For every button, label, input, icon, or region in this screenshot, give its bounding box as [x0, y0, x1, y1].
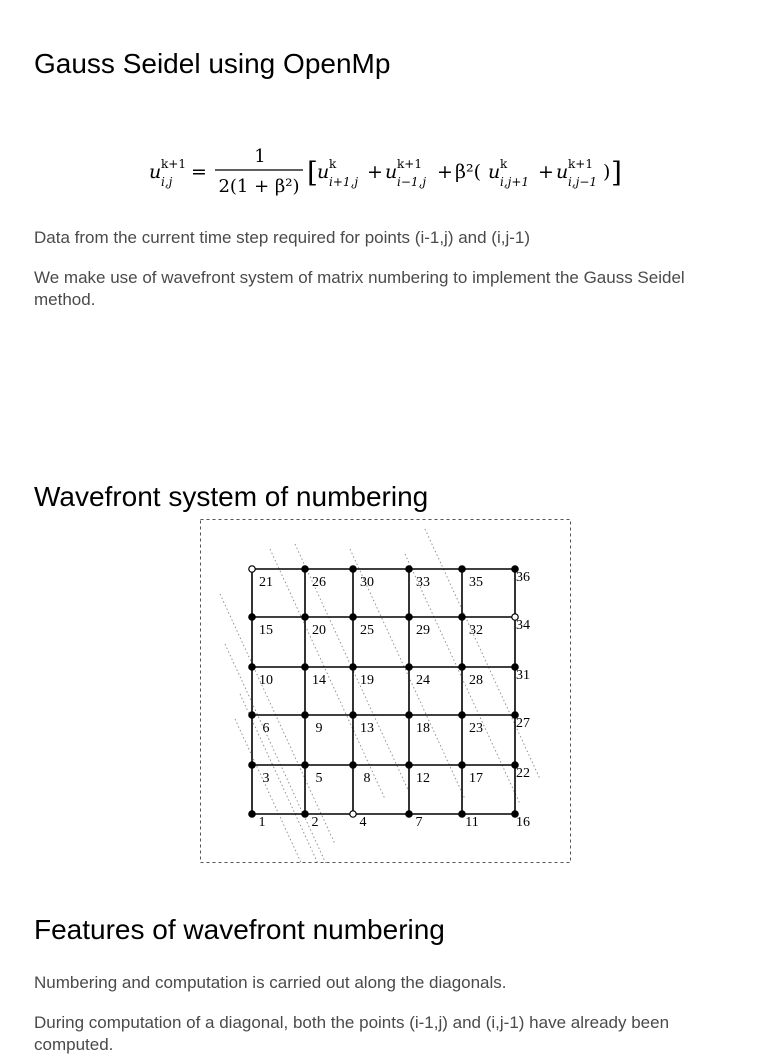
grid-node [249, 614, 255, 620]
eq-term1-sub: i+1,j [329, 175, 359, 189]
grid-label: 5 [315, 771, 323, 786]
section-title-gauss-seidel: Gauss Seidel using OpenMp [34, 48, 391, 79]
grid-node [406, 712, 412, 718]
grid-label: 36 [516, 570, 530, 585]
eq-bracket-close: ] [611, 156, 622, 189]
grid-node [249, 811, 255, 817]
paragraph-diagonal-computation: Numbering and computation is carried out along the diagonals. [34, 973, 507, 992]
diagonal-guide-line [425, 529, 540, 779]
gauss-seidel-equation [145, 142, 625, 204]
grid-node [350, 664, 356, 670]
grid-label: 13 [360, 721, 374, 736]
section-title-features: Features of wavefront numbering [34, 914, 445, 945]
grid-node [302, 664, 308, 670]
eq-equals: = [191, 161, 207, 183]
eq-plus-1: + [367, 161, 383, 183]
eq-term2-base: u [385, 161, 398, 183]
grid-label: 4 [359, 815, 367, 830]
grid-node [459, 811, 465, 817]
eq-term4-sub: i,j−1 [568, 175, 598, 189]
eq-term2-sup: k+1 [397, 157, 422, 171]
eq-beta-part: β²( [455, 161, 482, 183]
grid-label: 12 [416, 771, 430, 786]
eq-denominator: 2(1 + β²) [218, 176, 300, 197]
eq-bracket-open: [ [307, 156, 318, 189]
grid-node [459, 614, 465, 620]
eq-term3-sub: i,j+1 [500, 175, 530, 189]
eq-lhs-base: u [149, 161, 162, 183]
grid-label: 10 [259, 673, 273, 688]
grid-label: 33 [416, 575, 430, 590]
grid-node [249, 566, 255, 572]
grid-label: 28 [469, 673, 483, 688]
grid-label: 25 [360, 623, 374, 638]
eq-numerator: 1 [254, 146, 266, 167]
grid-node [302, 566, 308, 572]
eq-term4-base: u [556, 161, 569, 183]
grid-label: 27 [516, 716, 530, 731]
grid-node [459, 762, 465, 768]
grid-label: 20 [312, 623, 326, 638]
grid-label: 23 [469, 721, 483, 736]
grid-node [350, 566, 356, 572]
wavefront-numbering-diagram [200, 519, 571, 863]
grid-node [249, 762, 255, 768]
section-title-wavefront: Wavefront system of numbering [34, 481, 429, 512]
grid-label: 21 [259, 575, 273, 590]
paragraph-data-requirement: Data from the current time step required for points (i-1,j) and (i,j-1) [34, 228, 531, 247]
grid-label: 29 [416, 623, 430, 638]
grid-label: 8 [363, 771, 371, 786]
grid-node [459, 712, 465, 718]
grid-label: 22 [516, 766, 530, 781]
grid-label: 15 [259, 623, 273, 638]
eq-term4-sup: k+1 [568, 157, 593, 171]
eq-term1-sup: k [329, 157, 337, 171]
eq-term3-sup: k [500, 157, 508, 171]
grid-label: 3 [262, 771, 270, 786]
grid-label: 7 [415, 815, 423, 830]
eq-close-paren: ) [603, 161, 611, 183]
eq-plus-3: + [538, 161, 554, 183]
grid-label: 32 [469, 623, 483, 638]
grid-node [350, 712, 356, 718]
grid-node [406, 762, 412, 768]
grid-label: 9 [315, 721, 323, 736]
eq-plus-2: + [437, 161, 453, 183]
grid-node [302, 762, 308, 768]
grid-label: 24 [416, 673, 430, 688]
grid-node [406, 664, 412, 670]
eq-term2-sub: i−1,j [397, 175, 427, 189]
eq-term3-base: u [488, 161, 501, 183]
paragraph-dependency-note: During computation of a diagonal, both the points (i-1,j) and (i,j-1) have already been computed. [34, 1013, 670, 1054]
grid-node [302, 811, 308, 817]
grid-node [249, 664, 255, 670]
diagonal-guide-line [240, 694, 355, 863]
eq-term1-base: u [317, 161, 330, 183]
grid-label: 31 [516, 668, 530, 683]
grid-label: 1 [258, 815, 266, 830]
grid-node [406, 614, 412, 620]
grid-node [350, 811, 356, 817]
eq-lhs-sub: i,j [161, 175, 173, 189]
grid-label: 34 [516, 618, 530, 633]
grid-node [350, 614, 356, 620]
grid-node [350, 762, 356, 768]
grid-node [406, 566, 412, 572]
grid-label: 30 [360, 575, 374, 590]
grid-node [406, 811, 412, 817]
grid-node [459, 566, 465, 572]
grid-label: 11 [465, 815, 479, 830]
grid-label: 35 [469, 575, 483, 590]
grid-label: 16 [516, 815, 530, 830]
eq-lhs-sup: k+1 [161, 157, 186, 171]
grid-labels [259, 570, 531, 830]
grid-label: 17 [469, 771, 483, 786]
grid-node [302, 712, 308, 718]
paragraph-wavefront-usage: We make use of wavefront system of matrix numbering to implement the Gauss Seidel method. [34, 268, 685, 309]
grid-label: 18 [416, 721, 430, 736]
grid-label: 2 [311, 815, 319, 830]
grid-node [302, 614, 308, 620]
grid-label: 26 [312, 575, 326, 590]
grid-node [249, 712, 255, 718]
grid-label: 19 [360, 673, 374, 688]
grid-label: 6 [262, 721, 270, 736]
grid-label: 14 [312, 673, 326, 688]
grid-node [459, 664, 465, 670]
